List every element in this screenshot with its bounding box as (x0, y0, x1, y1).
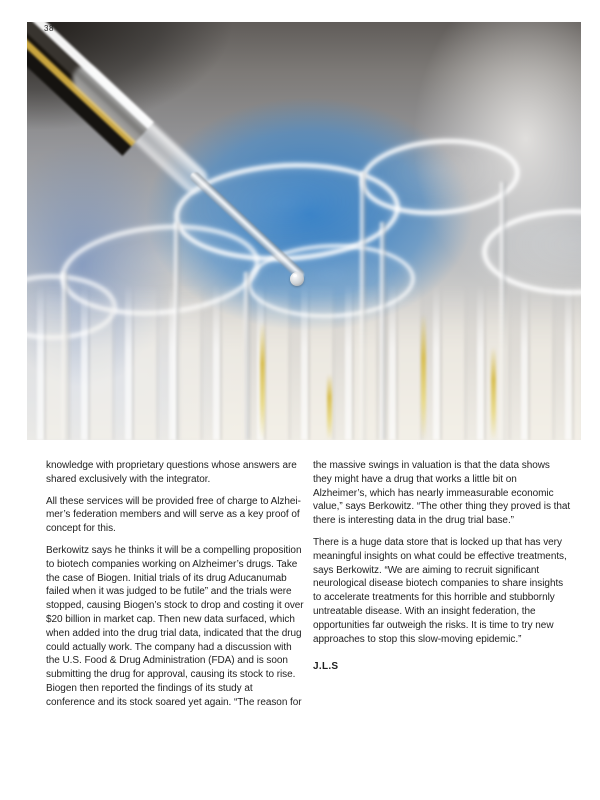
paragraph: the massive swings in valuation is that the data shows they might have a drug that works a little bit on Alzheimer’s, which has nearly immeasurable economic value,” says Berkowitz. “The other thing they proved is that there is interesting data in the drug trial base.” (313, 460, 571, 527)
article-column-left (46, 459, 304, 718)
tube-highlights (27, 284, 581, 440)
paragraph: Berkowitz says he thinks it will be a compelling proposition to biotech companies working on Alzheimer’s drugs. Take the case of Biogen. Initial trials of its drug Aducanumab failed when it was judged to be futile” and the trials were stopped, causing Biogen’s stock to drop and costing it over $20 billion in market cap. Then new data surfaced, which when added into the drug trial data, indicated that the drug could actually work. The company had a discussion with the U.S. Food & Drug Administration (FDA) and is soon submitting the drug for approval, causing its stock to rise. Biogen then reported the findings of its study at conference and its stock soared yet again. “The reason for (46, 544, 304, 708)
tube-yellow-highlight (327, 374, 332, 440)
tube-yellow-highlight (260, 322, 265, 440)
paragraph: There is a huge data store that is locked up that has very meaningful insights on what could be effective treatments, says Berkowitz. “We are aiming to recruit significant neurological disease biotech companies to share insights to accelerate treatments for this horrible and stubbornly untreatable disease. With an insight federation, the opportunities far outweigh the risks. It is time to try new approaches to stop this slow-moving epidemic.” (313, 536, 567, 645)
lab-photo (27, 22, 581, 440)
tube-yellow-highlight (421, 314, 426, 440)
paragraph: knowledge with proprietary questions whose answers are shared exclusively with the integrator. (46, 460, 297, 485)
page-number: 38 (44, 24, 54, 33)
liquid-droplet (290, 272, 304, 286)
article-column-right (313, 459, 571, 718)
test-tube-rim (482, 209, 581, 295)
tube-yellow-highlight (491, 347, 496, 440)
article-body (46, 459, 571, 718)
author-initials: J.L.S (313, 661, 339, 673)
paragraph: All these services will be provided free of charge to Alzheimer’s federation members and will serve as a key proof of concept for this. (46, 495, 301, 535)
